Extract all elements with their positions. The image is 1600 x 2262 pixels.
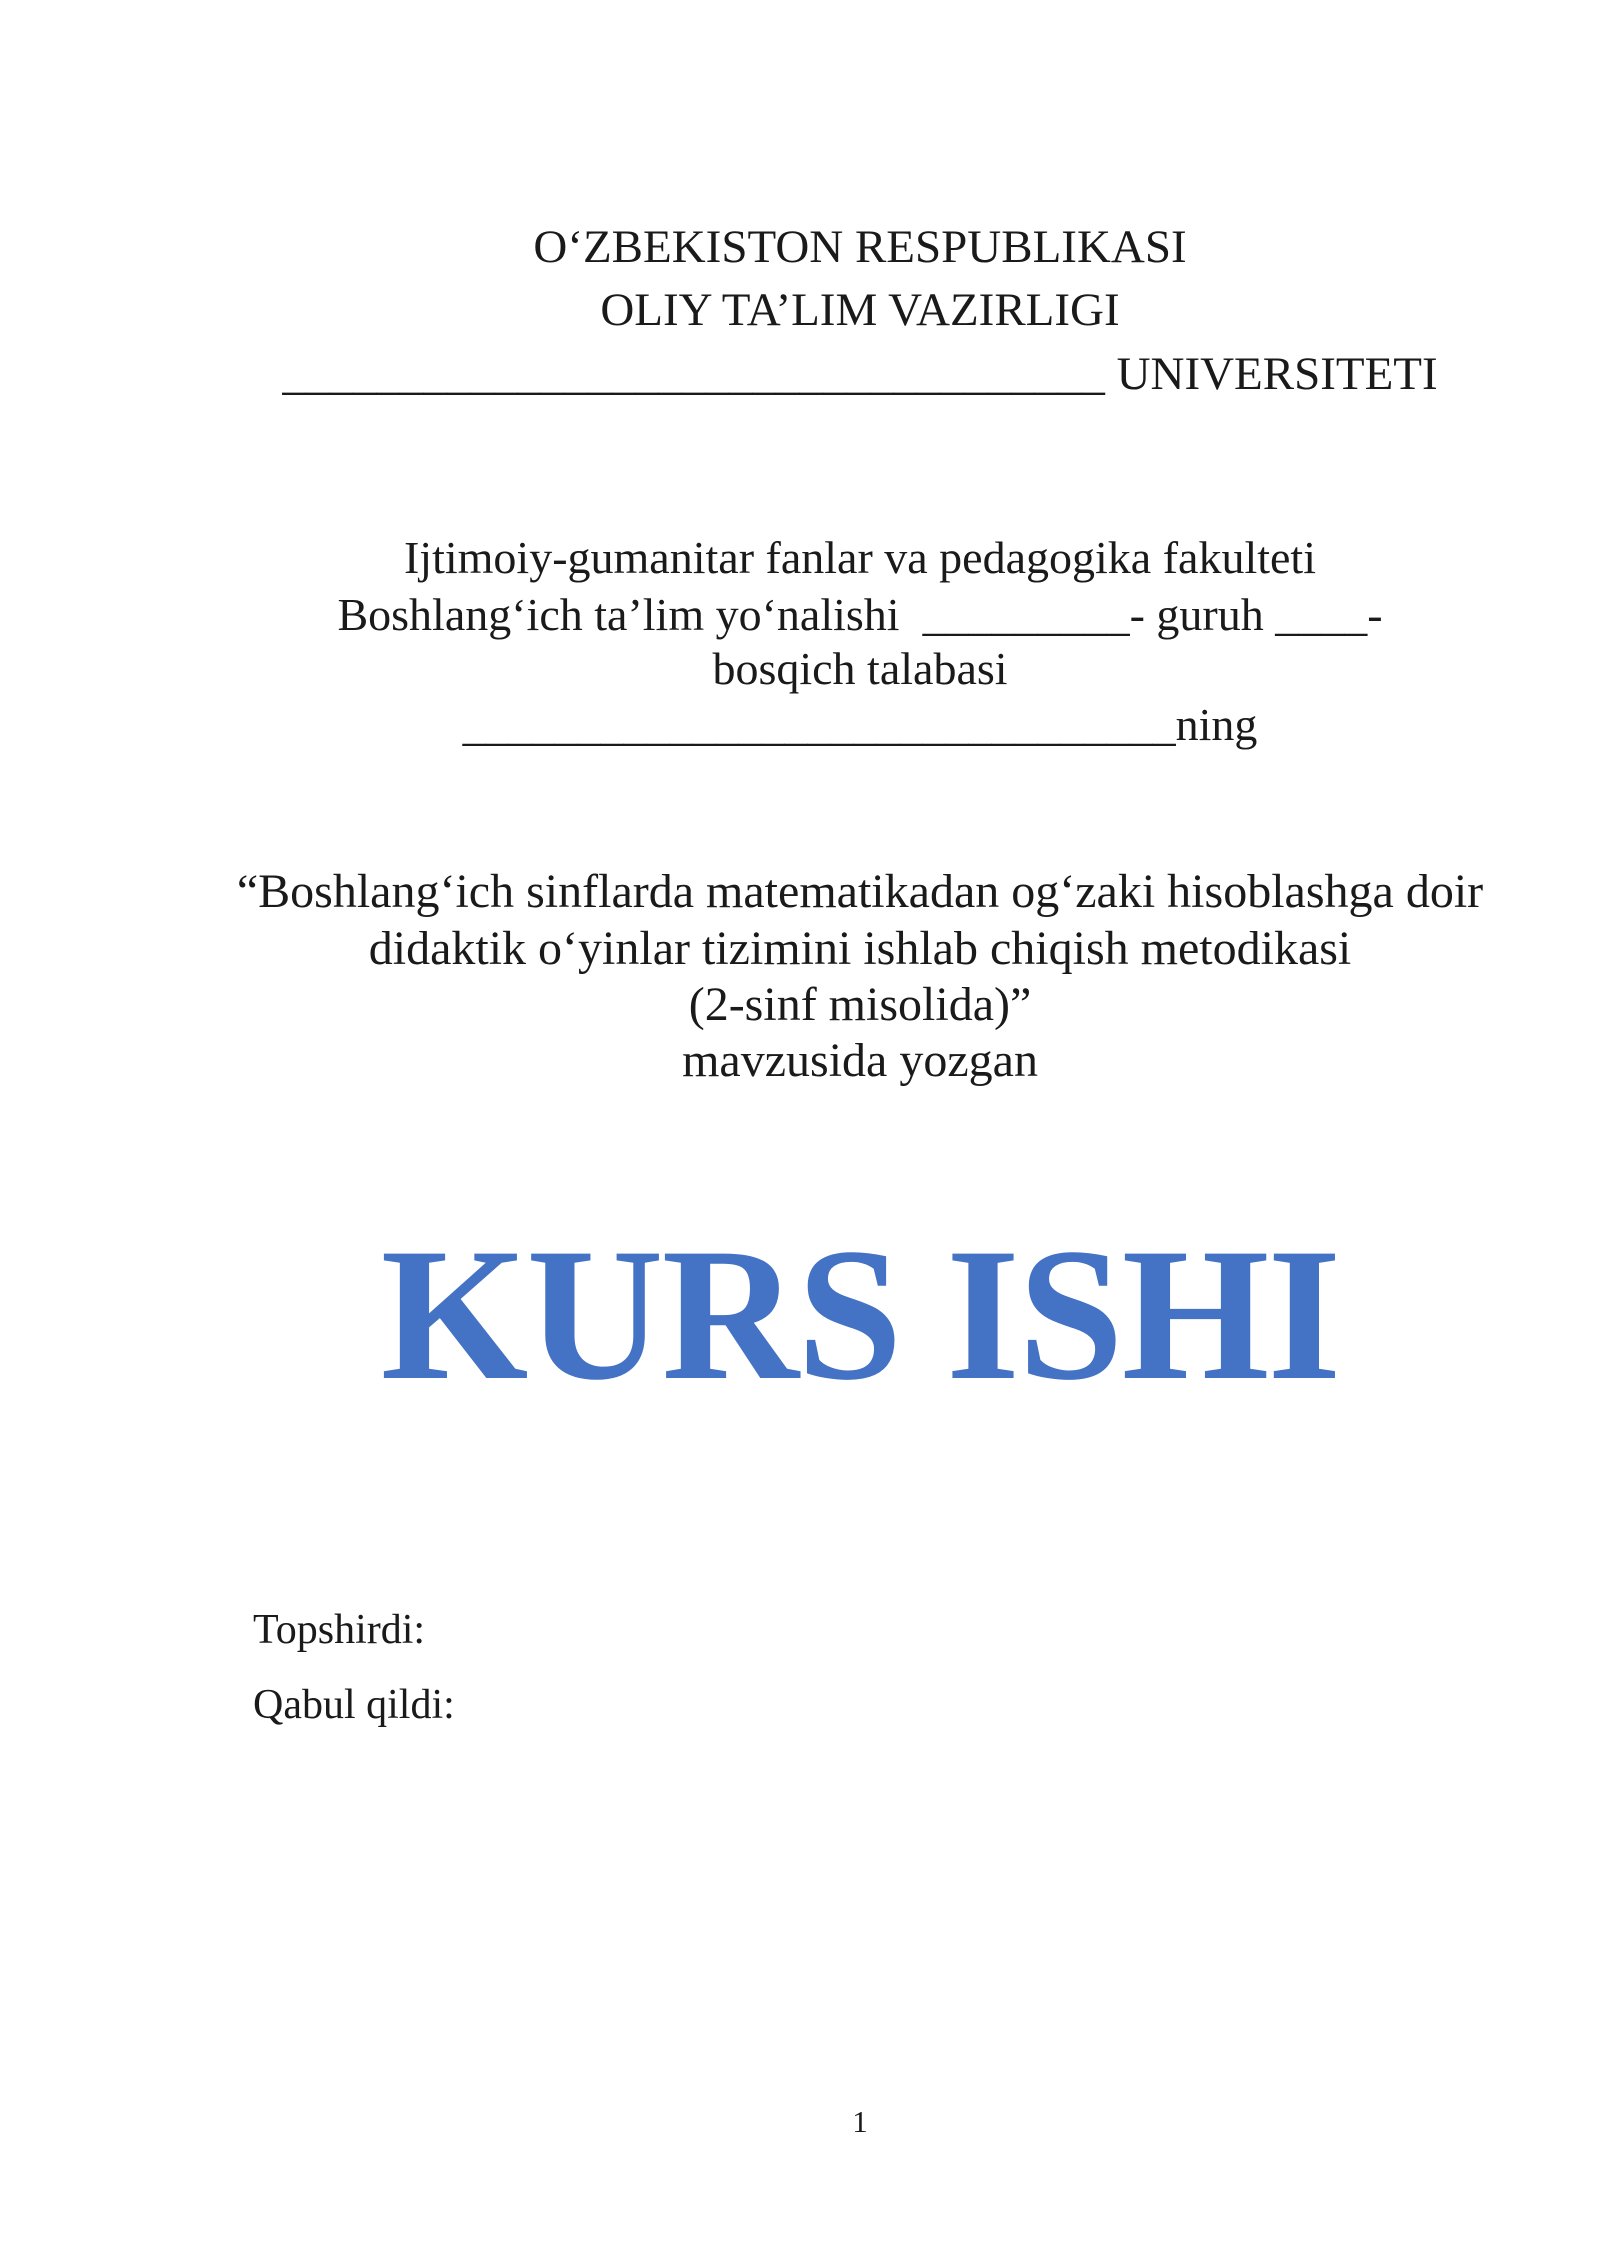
direction-group-line: Boshlang‘ich ta’lim yo‘nalishi _________- guruh ____- [337,589,1383,640]
stage-line: bosqich talabasi [712,643,1008,694]
university-line: ___________________________________ UNIVERSITETI [282,348,1438,400]
ministry-country-line: O‘ZBEKISTON RESPUBLIKASI [533,221,1187,273]
topic-line-3: (2-sinf misolida)” [688,978,1032,1031]
page-number: 1 [852,2104,868,2139]
submitted-by-label: Topshirdi: [253,1607,426,1653]
topic-line-1: “Boshlang‘ich sinflarda matematikadan og‘zaki hisoblashga doir [236,865,1484,918]
faculty-line: Ijtimoiy-gumanitar fanlar va pedagogika fakulteti [403,532,1316,583]
accepted-by-label: Qabul qildi: [253,1682,455,1728]
topic-line-2: didaktik o‘yinlar tizimini ishlab chiqish metodikasi [368,922,1352,975]
topic-line-4: mavzusida yozgan [682,1034,1038,1087]
ministry-name-line: OLIY TA’LIM VAZIRLIGI [600,284,1120,336]
student-name-line: _______________________________ning [462,699,1258,750]
document-type-title: KURS ISHI [380,1210,1340,1420]
